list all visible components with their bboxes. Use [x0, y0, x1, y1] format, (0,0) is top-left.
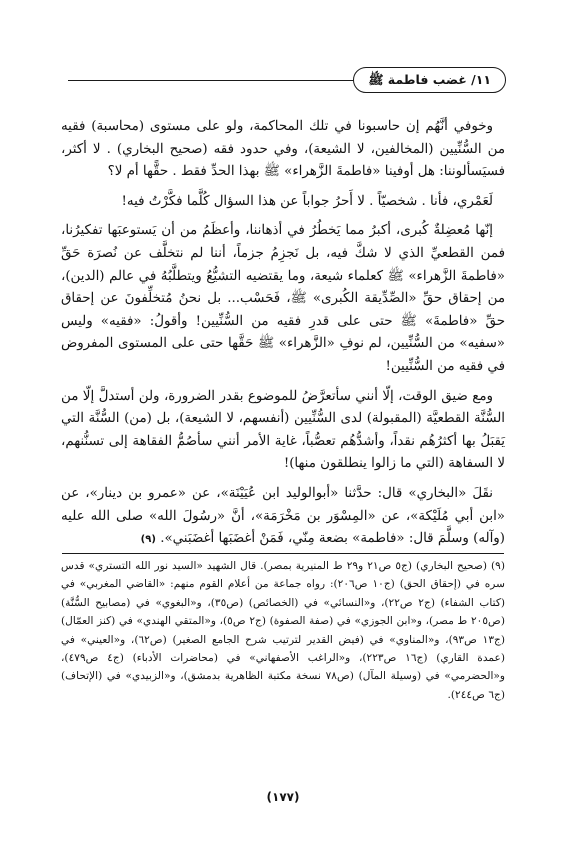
- paragraph: إنّها مُعضِلةٌ كُبرى، أكبرُ مما يَخطُرُ في أذهاننا، وأعظَمُ من أن يَستوعبَها تفكيرُنا، فمن القطعيِّ الذي لا شكَّ فيه، بل نَجزِمُ جزماً، أننا لم نتخلَّف عن نُصرَة حَقِّ «فاطمةَ الزَّهراء» ﷺ كعلماء شيعة، وما يقتضيه التشيُّعُ ويتطلَّبُهُ في عالم (الدين)، من إحقاق حقِّ «الصِّدِّيقة الكُبرى» ﷺ، فَحَسْب... بل نحنُ مُتخلِّفونَ عن إحقاق حقِّ «فاطمةَ» ﷺ حتى على قدرِ فقيه من السُّنِّيين! وأقولُ: «فقيه» وليس «سفيه» من السُّنِّيين، لم نوفِ «الزَّهراء» ﷺ حَقَّها حتى على المستوى المفروض في فقيه من السُّنِّيين!: [61, 223, 505, 374]
- running-header: [68, 66, 506, 94]
- paragraph: ومع ضيق الوقت، إلّا أنني سأتعرَّضُ للموضوع بقدر الضرورة، ولن أستدلَّ إلّا من السُّنَّة القطعيَّة (المقبولة) لدى السُّنِّيين (أنفسهم، لا الشيعة)، بل (من) السُّنَّة التي يَقبَلُ بها أكثرُهُم نقداً، وأشدُّهُم تعصُّباً، غاية الأمر أنني سأصُمُّ الفقاهة إلى تسنُّنهم، لا السفاهة (التي ما زالوا ينطلقون منها)!: [61, 388, 505, 472]
- footnote-text: (٩) (صحيح البخاري) (ج٥ ص٢١ و٢٩ ط المنيرية بمصر). قال الشهيد «السيد نور الله التستري» قدس سره في (إحقاق الحق) (ج١٠ ص٢٠٦): رواه جماعة من أعلام القوم منهم: «القاضي المغربي» في (كتاب الشفاء) (ج٢ ص٢٢)، و«النسائي» في (الخصائص) (ص٣٥)، و«البغوي» في (مصابيح السُّنَّة) (ص٢٠٥ ط مصر)، و«ابن الجوزي» في (صفة الصفوة) (ج٢ ص٥)، و«المتقي الهندي» في (كنز العمّال) (ج١٣ ص٩٣)، و«المناوي» في (فيض القدير لترتيب شرح الجامع الصغير) (ص٦٢)، و«العيني» في (عمدة القاري) (ج١٦ ص٢٢٣)، و«الراغب الأصفهاني» في (محاضرات الأدباء) (ج٤ ص٤٧٩)، و«الحضرمي» في (وسيلة المآل) (ص٧٨ نسخة مكتبة الظاهرية بدمشق)، و«الزبيدي» في (الإتحاف) (ج٦ ص٢٤٤).: [61, 560, 506, 701]
- paragraph: نقَلَ «البخاري» قال: حدَّثنا «أبوالوليد ابن عُيَيْنَة»، عن «عمرو بن دينار»، عن «ابن أبي مُلَيْكة»، عن «المِسْوَر بن مَخْرَمَة»، أنَّ «رسُولَ الله» صلى الله عليه (وآله) وسلَّمَ قال: «فاطمة» بضعة مِنّي، فَمَنْ أغضَبَها أغضَبَني».: [61, 485, 505, 547]
- paragraph: لَعَمْري، فأنا . شخصيّاً . لا أَحرُ جواباً عن هذا السؤال كُلَّما فكَّرْتُ فيه!: [121, 193, 493, 209]
- footnote-marker: (٩): [140, 534, 156, 546]
- chapter-title: ١١/ غضب فاطمة ﷺ: [353, 67, 506, 93]
- footnotes: [61, 557, 505, 704]
- paragraph-with-footnote: [61, 483, 505, 552]
- main-text: [61, 116, 505, 559]
- paragraph: وخوفي أنَّهُم إن حاسبونا في تلك المحاكمة، ولو على مستوى (محاسبة) فقيه من السُّنِّيين (المخالفين، لا الشيعة)، وفي حدود فقه (صحيح البخاري) . لا أكثر، فسيَسألوننا: هل أوفينا «فاطمةَ الزَّهراء» ﷺ بهذا الحدِّ فقط . حقًّها أم لا؟: [61, 119, 505, 180]
- page-number: (١٧٧): [266, 790, 300, 804]
- footnote-separator: [62, 553, 504, 554]
